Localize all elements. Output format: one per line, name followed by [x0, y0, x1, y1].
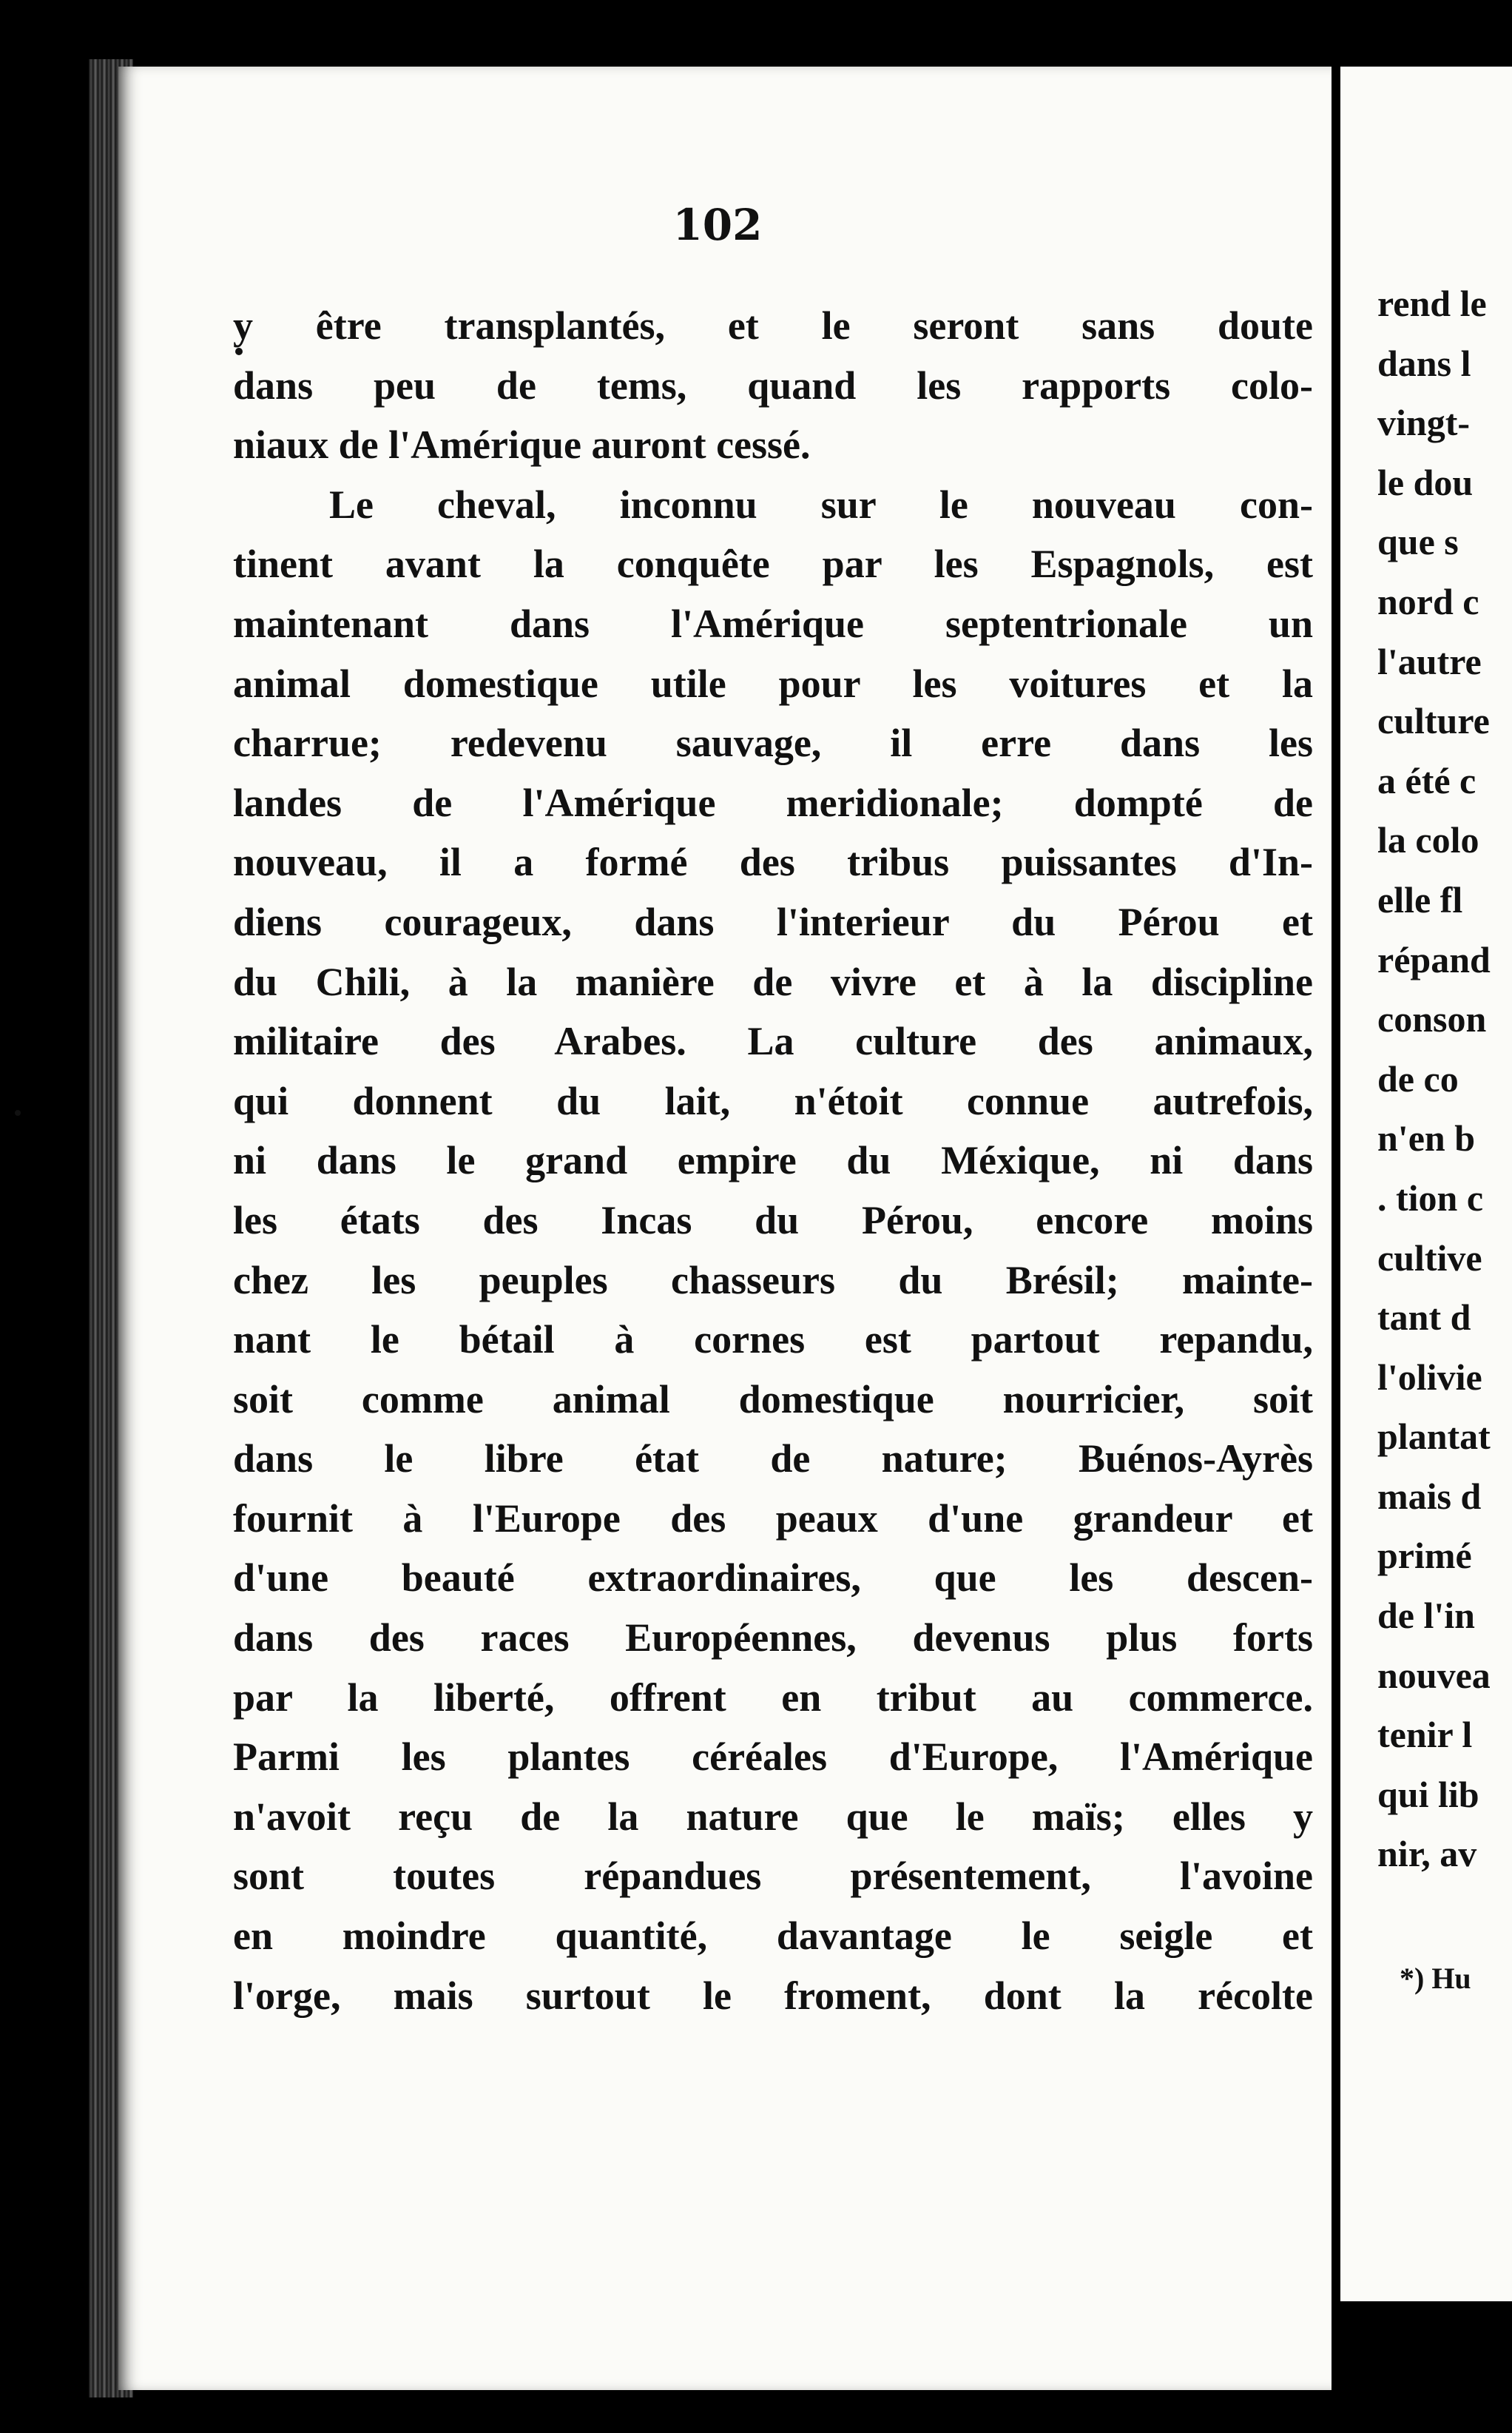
text-line: chez les peuples chasseurs du Brésil; mainte- — [233, 1257, 1313, 1302]
text-line: maintenant dans l'Amérique septentrionale un — [233, 601, 1313, 646]
text-line: landes de l'Amérique meridionale; dompté de — [233, 780, 1313, 825]
text-line: y être transplantés, et le seront sans doute — [233, 303, 1313, 348]
text-line: tenir l — [1377, 1714, 1473, 1756]
text-line: diens courageux, dans l'interieur du Pérou et — [233, 899, 1313, 944]
text-line: cultive — [1377, 1236, 1482, 1279]
text-line: l'orge, mais surtout le froment, dont la récolte — [233, 1973, 1313, 2018]
text-line: niaux de l'Amérique auront cessé. — [233, 423, 811, 468]
text-line: plantat — [1377, 1416, 1491, 1458]
text-line: nouvea — [1377, 1654, 1491, 1696]
text-line: qui lib — [1377, 1773, 1479, 1815]
text-line: dans peu de tems, quand les rapports colo- — [233, 363, 1313, 408]
text-line: n'en b — [1377, 1117, 1476, 1160]
text-line: nant le bétail à cornes est partout repandu, — [233, 1317, 1313, 1362]
text-line: sont toutes répandues présentement, l'avoine — [233, 1854, 1313, 1899]
text-line: n'avoit reçu de la nature que le maïs; elles y — [233, 1794, 1313, 1839]
text-line: en moindre quantité, davantage le seigle et — [233, 1914, 1313, 1959]
ink-speck — [15, 1110, 21, 1116]
text-line: Parmi les plantes céréales d'Europe, l'Amérique — [233, 1734, 1313, 1780]
text-line: l'autre — [1377, 640, 1482, 682]
ink-speck — [235, 348, 243, 355]
text-line: nir, av — [1377, 1833, 1477, 1875]
text-line: soit comme animal domestique nourricier, soit — [233, 1376, 1313, 1421]
text-line: dans l — [1377, 342, 1471, 384]
text-line: que s — [1377, 521, 1459, 563]
text-line: dans des races Européennes, devenus plus forts — [233, 1615, 1313, 1660]
text-line: de co — [1377, 1057, 1459, 1100]
right-page-body — [1377, 274, 1512, 1884]
text-line: les états des Incas du Pérou, encore moins — [233, 1197, 1313, 1242]
text-line: mais d — [1377, 1475, 1482, 1517]
text-line: primé — [1377, 1535, 1472, 1577]
text-line: . tion c — [1377, 1177, 1484, 1219]
text-line: charrue; redevenu sauvage, il erre dans les — [233, 721, 1313, 766]
text-line: ni dans le grand empire du Méxique, ni dans — [233, 1138, 1313, 1183]
text-line: dans le libre état de nature; Buénos-Ayrès — [233, 1436, 1313, 1481]
text-line: nouveau, il a formé des tribus puissantes d'In- — [233, 840, 1313, 885]
right-page-fragment — [1340, 67, 1512, 2301]
text-line: culture — [1377, 700, 1490, 742]
text-line: elle fl — [1377, 878, 1463, 921]
text-line: fournit à l'Europe des peaux d'une grandeur et — [233, 1495, 1313, 1541]
text-line: d'une beauté extraordinaires, que les descen- — [233, 1555, 1313, 1601]
page-number: 102 — [672, 200, 763, 250]
text-line: du Chili, à la manière de vivre et à la discipline — [233, 959, 1313, 1004]
text-line: a été c — [1377, 759, 1476, 801]
text-line: vingt- — [1377, 402, 1470, 444]
text-line: militaire des Arabes. La culture des animaux, — [233, 1019, 1313, 1064]
text-line: par la liberté, offrent en tribut au commerce. — [233, 1675, 1313, 1720]
text-line: qui donnent du lait, n'étoit connue autrefois, — [233, 1078, 1313, 1123]
text-line: tinent avant la conquête par les Espagnols, est — [233, 542, 1313, 587]
text-line: conson — [1377, 998, 1487, 1040]
text-line: nord c — [1377, 580, 1479, 622]
text-line: répand — [1377, 938, 1491, 980]
text-line: l'olivie — [1377, 1356, 1482, 1398]
text-line: la colo — [1377, 819, 1479, 861]
footnote-marker: *) Hu — [1400, 1962, 1471, 1995]
text-line: rend le — [1377, 283, 1487, 324]
text-line: tant d — [1377, 1296, 1471, 1339]
text-line: animal domestique utile pour les voitures et la — [233, 661, 1313, 706]
text-line: Le cheval, inconnu sur le nouveau con- — [329, 482, 1313, 527]
text-line: de l'in — [1377, 1595, 1475, 1637]
left-page-body — [233, 296, 1313, 2025]
text-line: le dou — [1377, 461, 1474, 503]
